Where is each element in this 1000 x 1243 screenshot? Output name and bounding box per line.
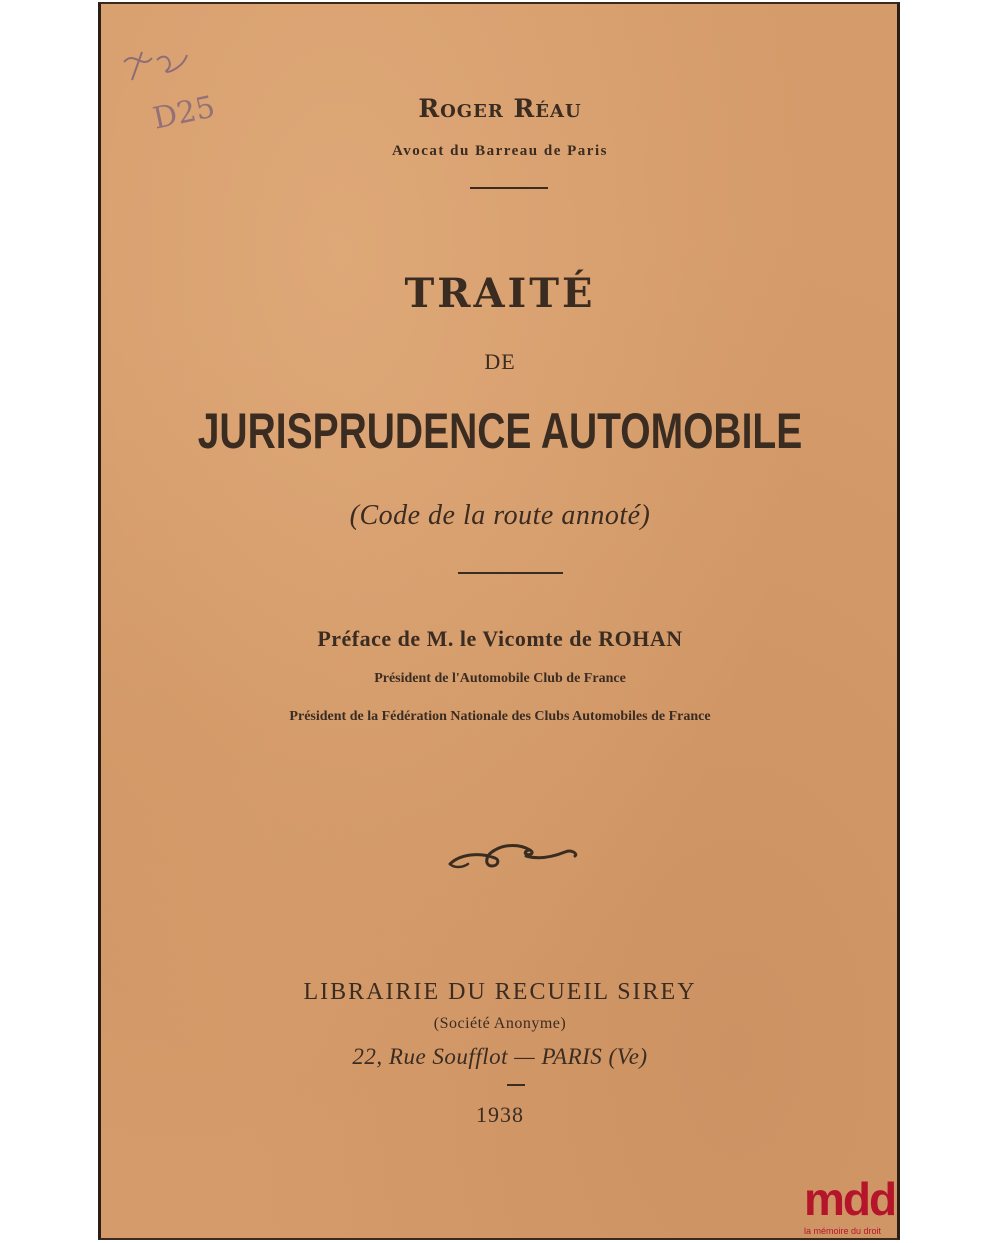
preface-role-1: Président de l'Automobile Club de France	[374, 671, 626, 686]
preface-line: Préface de M. le Vicomte de ROHAN	[317, 626, 683, 651]
logo-text: mdd	[804, 1173, 896, 1225]
flourish-ornament	[440, 826, 590, 876]
subtitle: (Code de la route annoté)	[349, 500, 651, 531]
handwritten-shelfmark	[112, 30, 222, 140]
title-connector: DE	[484, 349, 516, 374]
publisher-name: LIBRAIRIE DU RECUEIL SIREY	[303, 979, 697, 1005]
author-name: Roger Réau	[418, 94, 582, 123]
divider	[470, 187, 548, 189]
divider	[507, 1084, 525, 1086]
publisher-address: 22, Rue Soufflot — PARIS (Ve)	[352, 1044, 648, 1069]
divider	[458, 572, 563, 574]
preface-role-2: Président de la Fédération Nationale des Clubs Automobiles de France	[289, 709, 711, 724]
handwritten-note: D25	[149, 89, 219, 137]
title-top: TRAITÉ	[404, 270, 596, 317]
main-title: JURISPRUDENCE AUTOMOBILE	[197, 403, 803, 459]
publication-year: 1938	[476, 1102, 524, 1127]
author-role: Avocat du Barreau de Paris	[392, 143, 608, 159]
logo-tagline: la mémoire du droit	[804, 1226, 882, 1236]
mdd-logo	[804, 1174, 904, 1238]
publisher-company: (Société Anonyme)	[433, 1015, 567, 1032]
